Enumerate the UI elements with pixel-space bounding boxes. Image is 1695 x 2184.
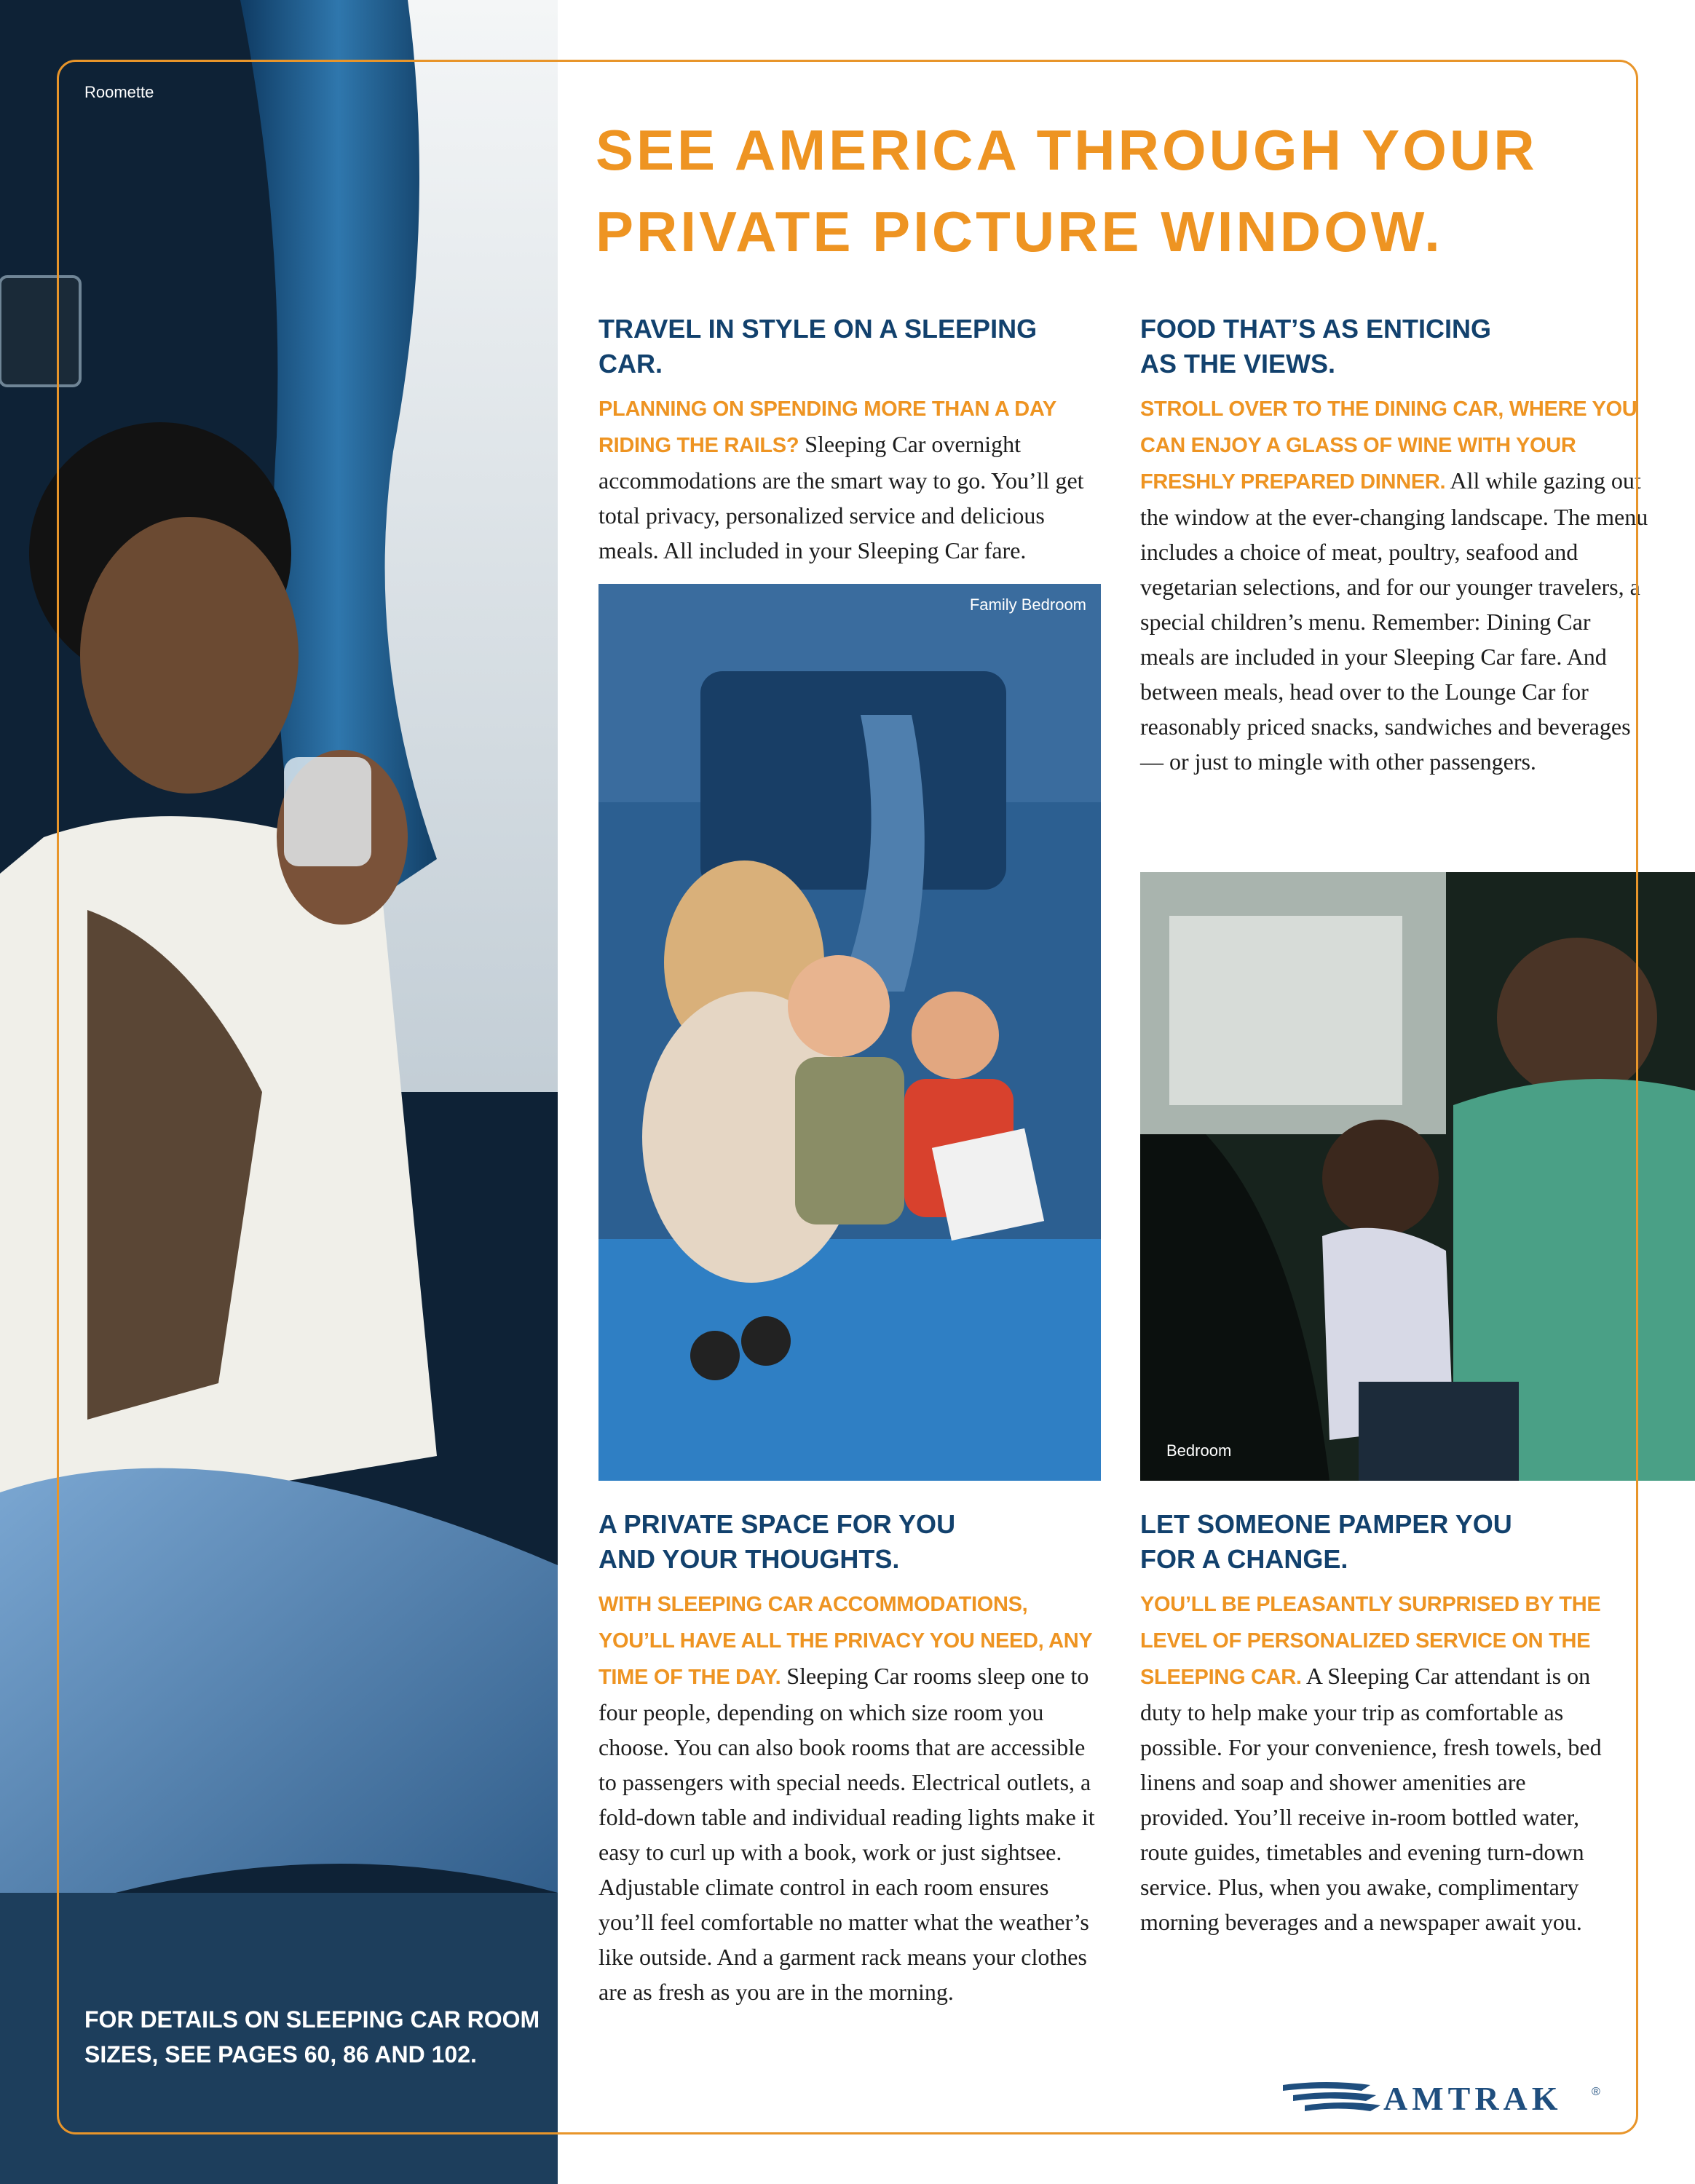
logo-registered-mark: ® (1592, 2086, 1600, 2098)
section-title: TRAVEL IN STYLE ON A SLEEPING CAR. (598, 314, 1038, 379)
section-text: Sleeping Car rooms sleep one to four people, depending on which size room you choose. You can also book rooms that are accessible to passengers with special needs. Electrical outlets, a fold-down table and individual reading lights make it easy to curl up with a book, work or just sightsee. Adjustable climate control in each room ensures you’ll feel comfortable no matter what the weather’s like outside. And a garment rack means your clothes are as fresh as you are in the morning. (598, 1663, 1095, 2005)
section-body (598, 1586, 1108, 2009)
section-lead: PLANNING ON SPENDING MORE THAN A DAY RIDING THE RAILS? (598, 397, 1056, 457)
bedroom-photo (1140, 872, 1695, 1481)
logo-wordmark: AMTRAK (1383, 2080, 1562, 2116)
bedroom-caption: Bedroom (1166, 1441, 1232, 1460)
section-travel-in-style (598, 312, 1108, 568)
headline-line-1: SEE AMERICA THROUGH YOUR (596, 118, 1538, 182)
amtrak-logo-art (1283, 2076, 1605, 2116)
section-private-space (598, 1507, 1108, 2009)
bedroom-photo-art (1140, 872, 1695, 1481)
amtrak-logo (1283, 2076, 1605, 2116)
family-bedroom-photo (598, 584, 1101, 1481)
roomette-photo (0, 0, 558, 2184)
logo-stripe-2 (1293, 2092, 1376, 2101)
headline-line-2: PRIVATE PICTURE WINDOW. (596, 199, 1443, 264)
family-bedroom-caption: Family Bedroom (969, 596, 1086, 614)
section-body (1140, 1586, 1606, 1939)
section-body (598, 390, 1108, 568)
section-title: LET SOMEONE PAMPER YOU FOR A CHANGE. (1140, 1509, 1512, 1574)
logo-stripe-3 (1305, 2102, 1380, 2111)
section-body (1140, 390, 1650, 779)
logo-stripe-1 (1283, 2082, 1370, 2091)
section-text: Sleeping Car overnight accommodations are the smart way to go. You’ll get total privacy, personalized service and delicious meals. All included in your Sleeping Car fare. (598, 431, 1084, 563)
roomette-caption: Roomette (84, 83, 154, 101)
section-title: FOOD THAT’S AS ENTICING AS THE VIEWS. (1140, 314, 1491, 379)
section-lead: YOU’LL BE PLEASANTLY SURPRISED BY THE LEVEL OF PERSONALIZED SERVICE ON THE SLEEPING CAR. (1140, 1593, 1601, 1689)
section-text: All while gazing out the window at the ever-changing landscape. The menu includes a choice of meat, poultry, seafood and vegetarian selections, and for our younger travelers, a special children’s menu. Remember: Dining Car meals are included in your Sleeping Car fare. And between meals, head over to the Lounge Car for reasonably priced snacks, sandwiches and beverages — or just to mingle with other passengers. (1140, 467, 1648, 775)
section-lead: STROLL OVER TO THE DINING CAR, WHERE YOU CAN ENJOY A GLASS OF WINE WITH YOUR FRESHLY PREPARED DINNER. (1140, 397, 1637, 494)
section-title: A PRIVATE SPACE FOR YOU AND YOUR THOUGHTS. (598, 1509, 956, 1574)
section-lead: WITH SLEEPING CAR ACCOMMODATIONS, YOU’LL HAVE ALL THE PRIVACY YOU NEED, ANY TIME OF THE DAY. (598, 1593, 1092, 1689)
section-text: A Sleeping Car attendant is on duty to help make your trip as comfortable as possible. For your convenience, fresh towels, bed linens and soap and shower amenities are provided. You’ll receive in-room bottled water, route guides, timetables and evening turn-down service. Plus, when you awake, complimentary morning beverages and a newspaper await you. (1140, 1663, 1602, 1935)
room-sizes-note: FOR DETAILS ON SLEEPING CAR ROOM SIZES, SEE PAGES 60, 86 AND 102. (84, 2006, 540, 2068)
section-pamper (1140, 1507, 1606, 1939)
section-food (1140, 312, 1650, 779)
roomette-photo-art (0, 0, 558, 2184)
page-headline (596, 109, 1615, 272)
family-bedroom-photo-art (598, 584, 1101, 1481)
